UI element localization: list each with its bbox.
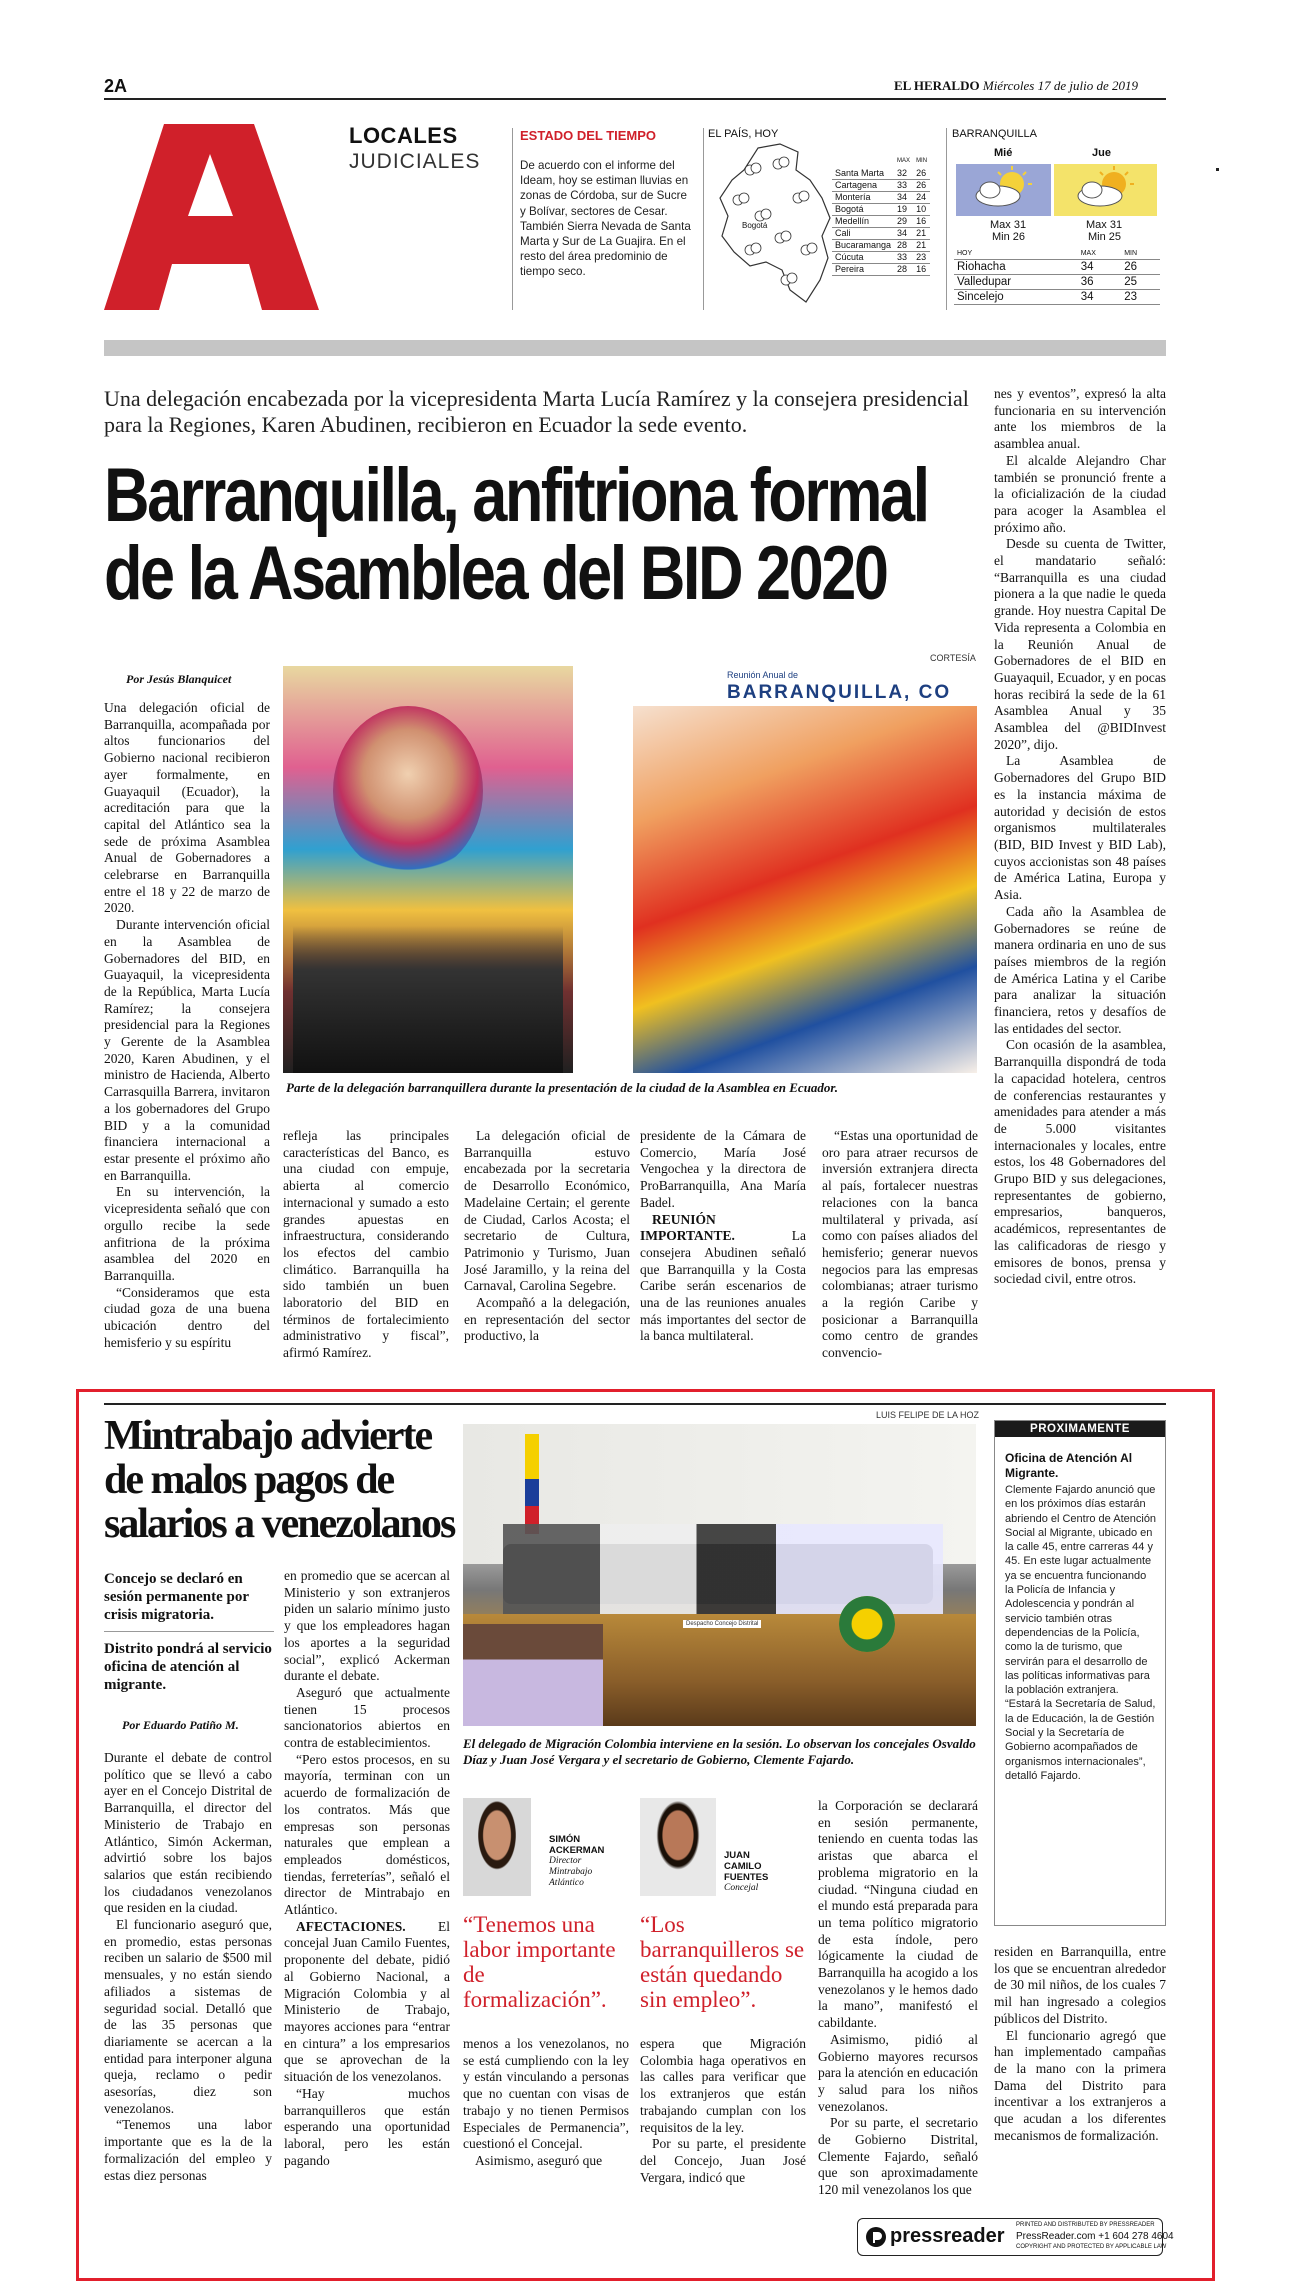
day-forecast-2	[1054, 164, 1157, 216]
person-role: Director	[549, 1856, 582, 1866]
paragraph: “Estas una oportunidad de oro para atraer recursos de inversión extranjera directa al país, fortalecer nuestras relaciones con la banca multilateral y privada, así como con países aliados del hemisferio; generar nuevos negocios para las empresas colombianas; atraer turismo a la región Caribe y posicionar a Barranquilla como centro de grandes convencio-	[822, 1128, 978, 1360]
city-max: 28	[894, 239, 913, 251]
sidebar-label: PROXIMAMENTE	[995, 1421, 1165, 1437]
paragraph: El alcalde Alejandro Char también se pronunció frente a la oficialización de la ciudad para acoger la Asamblea el próximo año.	[994, 452, 1166, 535]
city-min: 26	[913, 167, 930, 179]
city-max: 34	[1078, 289, 1122, 304]
day1-max: Max 31	[990, 219, 1027, 231]
day1-temps	[990, 219, 1026, 243]
section-subname: JUDICIALES	[349, 150, 481, 173]
paragraph: Por su parte, el presidente del Concejo, Juan José Vergara, indicó que	[640, 2136, 806, 2185]
person-name: FUENTES	[724, 1872, 769, 1883]
photo-people	[293, 926, 563, 1073]
publication-name: EL HERALDO	[894, 78, 980, 93]
day-name-1: Mié	[994, 147, 1013, 159]
photo-caption: Parte de la delegación barranquillera durante la presentación de la ciudad de la Asamblea en Ecuador.	[286, 1080, 839, 1095]
country-map-label: EL PAÍS, HOY	[708, 128, 779, 140]
photo-carnival-figure	[333, 706, 483, 876]
pressreader-printed: PRINTED AND DISTRIBUTED BY PRESSREADER	[1016, 2222, 1155, 2228]
person-name: CAMILO	[724, 1861, 762, 1872]
pull-quote-1: “Tenemos una labor importante de formalización”.	[463, 1912, 616, 2012]
paragraph: la Corporación se declarará en sesión permanente, teniendo en cuenta todas las aristas que abarca el problema migratorio en la ciudad. “Ninguna ciudad en el mundo está preparada para un tema político migratorio de esta índole, pero lógicamente la ciudad de Barranquilla ha acogido a los venezolanos y le hemos dado la mano”, manifestó el cabildante.	[818, 1798, 978, 2031]
person-role: Atlántico	[549, 1878, 584, 1888]
article2-top-rule	[104, 1403, 1166, 1405]
paragraph: En su intervención, la vicepresidenta señaló que con orgullo recibe la sede anfitriona de la próxima asamblea del 2020 en Barranquilla.	[104, 1184, 270, 1283]
paragraph: El funcionario aseguró que, en promedio, estas personas reciben un salario de $500 mil mensuales, y no están siendo afiliados a sistemas de seguridad social. Detalló que de las 35 personas que diariamente se acercan a la entidad para interponer alguna queja, reclamo o pedir asesorías, diez son venezolanos.	[104, 1917, 272, 2116]
table-header-min: MIN	[916, 158, 928, 164]
article2-headline	[104, 1414, 464, 1546]
city-min: 16	[913, 215, 930, 227]
article-column-1	[104, 700, 270, 1360]
avatar-fuentes	[640, 1798, 716, 1896]
city-name: Cali	[832, 227, 894, 239]
partly-cloudy-icon	[956, 164, 1051, 216]
section-divider-bar	[104, 340, 1166, 356]
article-column-5	[822, 1128, 978, 1360]
table-row	[954, 259, 1160, 274]
photo-dark-pillar	[573, 666, 633, 1073]
weather-forecast-text: De acuerdo con el informe del Ideam, hoy se estiman lluvias en zonas de Córdoba, sur de Sucre y Bolívar, sectores de Cesar. También Sierra Nevada de Santa Marta y Sur de La Guajira. En el resto del área predominio de tiempo seco.	[520, 159, 691, 279]
paragraph-text: El concejal Juan Camilo Fuentes, proponente del debate, pidió al Gobierno Nacional, a Migración Colombia y al Ministerio de Trabajo, mayores acciones para “entrar en cintura” a los empresarios que se aprovechan de la situación de los venezolanos.	[284, 1918, 450, 2085]
pressreader-contact: PressReader.com +1 604 278 4604	[1016, 2231, 1174, 2242]
headline-line: de malos pagos de	[104, 1457, 394, 1503]
person-role: Concejal	[724, 1883, 759, 1893]
paragraph: espera que Migración Colombia haga operativos en las calles para verificar que los extranjeros que están trabajando cumplan con los requisitos de la ley.	[640, 2036, 806, 2135]
photo-banner-small: Reunión Anual de	[727, 670, 799, 680]
city-max: 28	[894, 263, 913, 275]
table-header-hoy: HOY	[954, 249, 1078, 259]
city-min: 23	[1121, 289, 1160, 304]
weather-title: ESTADO DEL TIEMPO	[520, 128, 657, 143]
weather-divider-1	[512, 128, 513, 310]
article2-column-3	[463, 2036, 629, 2270]
person-card-1	[549, 1834, 604, 1889]
region-weather-table	[954, 249, 1160, 305]
city-min: 26	[913, 179, 930, 191]
paragraph: residen en Barranquilla, entre los que se encuentran alrededor de 30 mil niños, de los cuales 7 mil han ingresado a colegios públicos del Distrito.	[994, 1944, 1166, 2026]
photo-seal	[839, 1596, 895, 1652]
city-name: Riohacha	[954, 259, 1078, 274]
table-row	[954, 274, 1160, 289]
city-max: 29	[894, 215, 913, 227]
paragraph	[284, 1919, 450, 2086]
paragraph: Durante el debate de control político que se llevó a cabo ayer en el Concejo Distrital de Barranquilla, el director del Ministerio de Trabajo en Atlántico, Simón Ackerman, advirtió sobre los bajos salarios que están recibiendo los ciudadanos venezolanos que residen en la ciudad.	[104, 1750, 272, 1916]
paragraph: Asimismo, aseguró que	[475, 2152, 603, 2168]
headline-line-2: de la Asamblea del BID 2020	[104, 531, 887, 616]
table-header-max: MAX	[897, 158, 911, 164]
article2-column-6	[994, 1944, 1166, 2184]
day-name-2: Jue	[1092, 147, 1111, 159]
paragraph: refleja las principales características del Banco, es una ciudad con empuje, abierta al comercio internacional y sumado a esto grandes apuestas en infraestructura, considerando los efectos del cambio climático. Barranquilla ha sido también un buen laboratorio del BID en términos de fortalecimiento administrativo y fiscal”, afirmó Ramírez.	[283, 1128, 449, 1360]
city-max: 34	[894, 227, 913, 239]
paragraph: Acompañó a la delegación, en representación del sector productivo, la	[464, 1295, 630, 1344]
table-row	[832, 167, 930, 179]
publication-header	[894, 78, 1138, 94]
paragraph: La delegación oficial de Barranquilla estuvo encabezada por la secretaria de Desarrollo Económico, Madelaine Certain; el gerente de Ciudad, Carlos Acosta; el secretario de Cultura, Patrimonio y Turismo, Juan José Jaramillo, y la reina del Carnaval, Carolina Segebre.	[464, 1128, 630, 1294]
header-rule	[104, 98, 1166, 100]
paragraph: “Tenemos una labor importante que es la de la formalización del empleo y estas diez personas	[104, 2117, 272, 2183]
table-row	[832, 191, 930, 203]
city-name: Pereira	[832, 263, 894, 275]
section-letter-a-icon	[104, 124, 319, 310]
day2-max: Max 31	[1086, 219, 1123, 231]
paragraph: Con ocasión de la asamblea, Barranquilla dispondrá de toda la capacidad hotelera, centros de conferencias restaurantes y amenidades para atender a más de 5.000 visitantes internacionales y locales, entre estos, los 48 Gobernadores del Grupo BID y sus delegaciones, representantes de gobierno, empresarios, banqueros, académicos, representantes de las calificadoras de riesgo y emisores de bonos, prensa y sociedad civil, entre otros.	[994, 1037, 1166, 1287]
paragraph: menos a los venezolanos, no se está cumpliendo con la ley y están vinculando a personas que no cuentan con visas de trabajo y no tienen Permisos Especiales de Permanencia”, cuestionó el Concejal.	[463, 2036, 629, 2152]
page-number: 2A	[104, 76, 128, 96]
article2-column-2	[284, 1568, 450, 2270]
article-photo	[283, 666, 977, 1073]
day1-min: Min 26	[992, 231, 1026, 243]
article2-subhead-1: Concejo se declaró en sesión permanente por crisis migratoria.	[104, 1571, 249, 1623]
person-name: ACKERMAN	[549, 1845, 605, 1856]
day-forecast-1	[956, 164, 1051, 216]
headline-line: salarios a venezolanos	[104, 1501, 455, 1547]
city-name: Bogotá	[832, 203, 894, 215]
table-header-max: MAX	[1078, 249, 1122, 259]
city-min: 21	[913, 227, 930, 239]
paragraph: en promedio que se acercan al Ministerio y son extranjeros piden un salario mínimo justo y que los empleadores hagan los aportes a la seguridad social”, explicó Ackerman durante el debate.	[284, 1568, 450, 1684]
paragraph: Asimismo, pidió al Gobierno mayores recursos para la atención en educación y salud para los niños venezolanos.	[818, 2031, 978, 2114]
paragraph: “Consideramos que esta ciudad goza de una buena ubicación dentro del hemisferio y su espíritu	[104, 1284, 270, 1350]
table-row	[832, 263, 930, 275]
paragraph	[640, 1212, 806, 1346]
header-marker	[1216, 168, 1219, 171]
city-forecast-label: BARRANQUILLA	[952, 128, 1037, 140]
section-title	[349, 123, 480, 174]
table-header-row	[832, 155, 930, 167]
paragraph: “Pero estos procesos, en su mayoría, terminan con un acuerdo de formalización de los contratos. Más que empresas son personas naturales que emplean a empleados domésticos, tiendas, ferreterías”, señaló el director de Mintrabajo en Atlántico.	[284, 1751, 450, 1918]
article-headline	[104, 452, 984, 652]
article2-column-4	[640, 2036, 806, 2270]
table-row	[954, 289, 1160, 304]
article2-column-5	[818, 1798, 978, 2270]
pressreader-copyright: COPYRIGHT AND PROTECTED BY APPLICABLE LAW	[1016, 2244, 1167, 2250]
photo-banner-text: BARRANQUILLA, CO	[727, 682, 952, 703]
table-row	[832, 203, 930, 215]
city-name: Santa Marta	[832, 167, 894, 179]
article2-column-1	[104, 1750, 272, 2270]
person-name: JUAN	[724, 1850, 750, 1861]
photo-credit: CORTESÍA	[930, 653, 976, 663]
city-min: 23	[913, 251, 930, 263]
city-min: 26	[1121, 259, 1160, 274]
colombia-map-icon	[710, 140, 838, 308]
table-row	[832, 227, 930, 239]
colombia-map	[710, 140, 838, 308]
city-max: 33	[894, 179, 913, 191]
pressreader-logo	[866, 2227, 886, 2247]
sidebar-text: Clemente Fajardo anunció que en los próximos días estarán abriendo el Centro de Atención Social al Migrante, ubicado en la calle 45, entre carreras 44 y 45. En este lugar actualmente ya se encuentra funcionando la Policía de Infancia y Adolescencia y pondrán al servicio también otras dependencias de la Policía, como la de turismo, que servirán para el desarrollo de las políticas informativas para la población extranjera. “Estará la Secretaría de Salud, la de Educación, la de Gestión Social y la Secretaría de Gobierno acompañados de organismos internacionales”, detalló Fajardo.	[1005, 1484, 1157, 1782]
paragraph: Desde su cuenta de Twitter, el mandatario señaló: “Barranquilla es una ciudad pionera a la que nadie le queda grande. Hoy nuestra Capital De Vida representa a Colombia en la Reunión Anual de Gobernadores de el BID en Guayaquil, Ecuador, y en pocas horas recibirá la sede de la 61 Asamblea Anual y 35 Asamblea del @BIDInvest 2020”, dijo.	[994, 536, 1166, 752]
table-header-row	[954, 249, 1160, 259]
avatar-ackerman	[463, 1798, 531, 1896]
section-logo	[104, 124, 319, 310]
article-column-3	[464, 1128, 630, 1360]
paragraph: “Hay muchos barranquilleros que están esperando una oportunidad laboral, pero les están pagando	[284, 2085, 450, 2168]
city-name: Bucaramanga	[832, 239, 894, 251]
weather-divider-3	[946, 128, 947, 310]
article2-photo	[463, 1424, 976, 1726]
city-name: Sincelejo	[954, 289, 1078, 304]
table-row	[832, 179, 930, 191]
pressreader-brand: pressreader	[890, 2225, 1005, 2247]
city-name: Valledupar	[954, 274, 1078, 289]
city-max: 34	[894, 191, 913, 203]
city-name: Cúcuta	[832, 251, 894, 263]
city-min: 21	[913, 239, 930, 251]
photo-right-panel	[623, 666, 977, 1073]
headline-line: Mintrabajo advierte	[104, 1413, 432, 1459]
photo-nameplate: Despacho Concejo Distrital	[683, 1620, 761, 1628]
photo-banner	[623, 666, 977, 706]
headline-line-1: Barranquilla, anfitriona formal	[104, 453, 928, 538]
section-name: LOCALES	[349, 123, 458, 148]
weather-divider-2	[703, 128, 704, 310]
article-column-4	[640, 1128, 806, 1360]
country-weather-table	[832, 155, 930, 276]
article-column-2	[283, 1128, 449, 1360]
person-card-2	[724, 1850, 768, 1894]
subhead: REUNIÓN IMPORTANTE.	[640, 1211, 735, 1244]
article2-subhead-2: Distrito pondrá al servicio oficina de atención al migrante.	[104, 1641, 272, 1693]
city-max: 33	[894, 251, 913, 263]
day2-temps	[1086, 219, 1122, 243]
city-min: 25	[1121, 274, 1160, 289]
article2-photo-caption: El delegado de Migración Colombia interviene en la sesión. Lo observan los concejales Osvaldo Díaz y Juan José Vergara y el secretario de Gobierno, Clemente Fajardo.	[463, 1736, 976, 1767]
city-min: 16	[913, 263, 930, 275]
day2-min: Min 25	[1088, 231, 1122, 243]
paragraph: El funcionario agregó que han implementado campañas de la mano con la primera Dama del Distrito para incentivar a los extranjeros a que acudan a los diferentes mecanismos de formalización.	[994, 2027, 1166, 2143]
map-city-label: Bogotá	[742, 221, 768, 230]
paragraph: La Asamblea de Gobernadores del Grupo BID es la instancia máxima de autoridad y decisión de estos organismos multilaterales (BID, BID Invest y BID Lab), cuyos accionistas son 48 países de América Latina, Europa y Asia.	[994, 753, 1166, 903]
city-max: 34	[1078, 259, 1122, 274]
paragraph-text: La consejera Abudinen señaló que Barranquilla y la Costa Caribe serán escenarios de una de las reuniones anuales más importantes del sector de la banca multilateral.	[640, 1228, 806, 1344]
pressreader-icon	[866, 2227, 886, 2247]
paragraph: nes y eventos”, expresó la alta funcionaria en su intervención ante los miembros de la asamblea anual.	[994, 386, 1166, 452]
city-max: 19	[894, 203, 913, 215]
city-max: 32	[894, 167, 913, 179]
person-role: Mintrabajo	[549, 1867, 593, 1877]
table-row	[832, 239, 930, 251]
article-kicker: Una delegación encabezada por la vicepresidenta Marta Lucía Ramírez y la consejera presidencial para la Regiones, Karen Abudinen, recibieron en Ecuador la sede evento.	[104, 386, 969, 437]
sidebar-box	[994, 1420, 1166, 1926]
table-header-min: MIN	[1121, 249, 1160, 259]
paragraph: Durante intervención oficial en la Asamblea de Gobernadores del BID, en Guayaquil, la vicepresidenta de la República, Marta Lucía Ramírez; la consejera presidencial para la Regiones y Gerente de la Asamblea 2020, Karen Abudinen, y el ministro de Hacienda, Alberto Carrasquilla Barrera, invitaron a los gobernadores del Grupo BID y a la comunidad financiera internacional a estar presente el próximo año en Barranquilla.	[104, 917, 270, 1183]
article-column-6	[994, 386, 1166, 1360]
city-max: 36	[1078, 274, 1122, 289]
publication-date: Miércoles 17 de julio de 2019	[982, 78, 1138, 93]
article2-photo-credit: LUIS FELIPE DE LA HOZ	[876, 1410, 980, 1420]
city-name: Montería	[832, 191, 894, 203]
table-row	[832, 215, 930, 227]
sidebar-title: Oficina de Atención Al Migrante.	[1005, 1451, 1133, 1480]
article2-byline: Por Eduardo Patiño M.	[122, 1718, 239, 1732]
table-row	[832, 251, 930, 263]
subhead: AFECTACIONES.	[296, 1918, 406, 1934]
city-min: 24	[913, 191, 930, 203]
byline: Por Jesús Blanquicet	[126, 672, 232, 686]
paragraph: Por su parte, el secretario de Gobierno Distrital, Clemente Fajardo, señaló que son aproximadamente 120 mil venezolanos los que	[818, 2115, 978, 2198]
city-min: 10	[913, 203, 930, 215]
paragraph: Una delegación oficial de Barranquilla, acompañada por altos funcionarios del Gobierno nacional recibieron ayer formalmente, en Guayaquil (Ecuador), la acreditación para que la capital del Atlántico sea la sede de próxima Asamblea Anual de Gobernadores a celebrarse en Barranquilla entre el 18 y 22 de marzo de 2020.	[104, 700, 270, 916]
paragraph: Cada año la Asamblea de Gobernadores se reúne de manera ordinaria en uno de sus países miembros de la región de América Latina y el Caribe para analizar la situación financiera, retos y desafíos de las entidades del sector.	[994, 903, 1166, 1036]
partly-cloudy-icon	[1054, 164, 1157, 216]
person-name: SIMÓN	[549, 1834, 581, 1845]
city-name: Medellín	[832, 215, 894, 227]
photo-flag	[525, 1434, 539, 1534]
paragraph: Aseguró que actualmente tienen 15 procesos sancionatorios abiertos en contra de establecimientos.	[284, 1684, 450, 1751]
pressreader-badge	[857, 2218, 1174, 2256]
photo-woman	[463, 1624, 603, 1726]
subhead-divider	[104, 1631, 274, 1632]
pull-quote-2: “Los barranquilleros se están quedando sin empleo”.	[640, 1912, 805, 2012]
paragraph: presidente de la Cámara de Comercio, María José Vengochea y la directora de ProBarranquilla, Ana María Badel.	[640, 1128, 806, 1210]
city-name: Cartagena	[832, 179, 894, 191]
